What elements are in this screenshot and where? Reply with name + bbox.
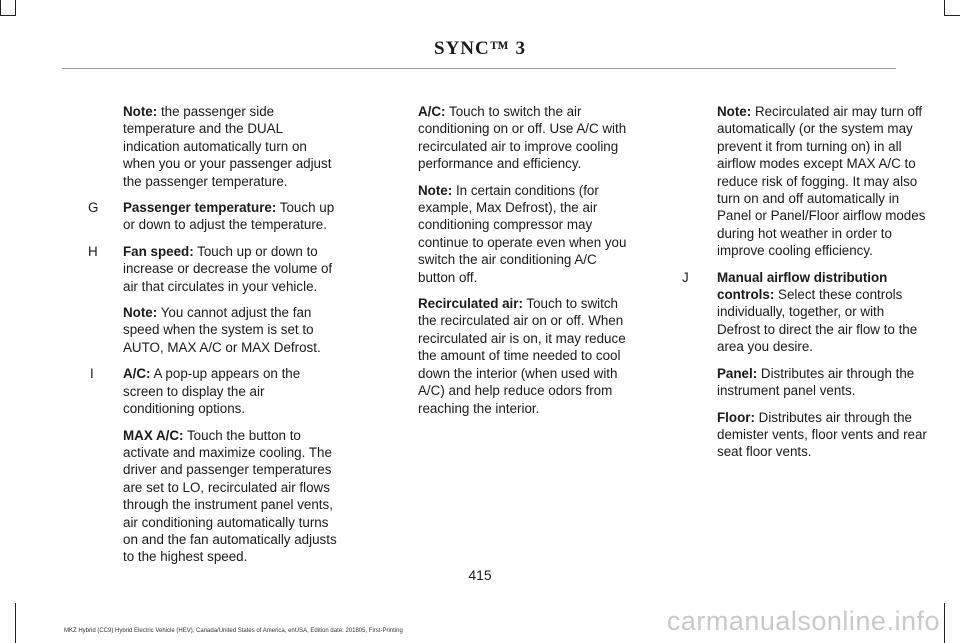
recirculated-air-description: Recirculated air: Touch to switch the recirculated air on or off. When recirculated air is on, it may reduce the amount of time needed to cool down the interior (when used with A/C) and help reduce odors from reaching the interior. <box>418 296 626 416</box>
panel-description: Panel: Distributes air through the instrument panel vents. <box>717 365 915 399</box>
column-1 <box>88 103 338 575</box>
note-passenger-dual: Note: the passenger side temperature and the DUAL indication automatically turn on when you or your passenger adjust the passenger temperature. <box>123 104 332 189</box>
note-recirculated-air: Note: Recirculated air may turn off automatically (or the system may prevent it from turning on) in all airflow modes except MAX A/C to reduce risk of fogging. It may also turn on and off automatically in Panel or Panel/Floor airflow modes during hot weather in order to improve cooling efficiency. <box>717 104 926 259</box>
floor-description: Floor: Distributes air through the demister vents, floor vents and rear seat floor vents. <box>717 409 927 460</box>
max-ac-description: MAX A/C: Touch the button to activate and maximize cooling. The driver and passenger temperatures are set to LO, recirculated air flows through the instrument panel vents, air conditioning automatically turns on and the fan automatically adjusts to the highest speed. <box>123 427 337 565</box>
crop-mark <box>15 603 16 643</box>
item-h: H Fan speed: Touch up or down to increase or decrease the volume of air that circulates in your vehicle. <box>88 243 333 294</box>
header-divider <box>62 68 896 69</box>
footer-text: MKZ Hybrid (CC9) Hybrid Electric Vehicle (HEV), Canada/United States of America, enUSA, Edition date: 201805, First-Printing <box>64 628 403 634</box>
note-fan-speed: Note: You cannot adjust the fan speed when the system is set to AUTO, MAX A/C or MAX Defrost. <box>123 305 321 355</box>
column-2 <box>418 103 632 426</box>
item-marker: H <box>88 243 98 259</box>
page-title: SYNC™ 3 <box>434 38 526 59</box>
page-number: 415 <box>468 567 492 583</box>
item-marker: J <box>682 269 689 285</box>
column-3 <box>682 103 928 470</box>
item-i: I A/C: A pop-up appears on the screen to display the air conditioning options. <box>90 366 301 417</box>
crop-mark <box>0 15 16 16</box>
crop-mark <box>0 0 1 16</box>
ac-description: A/C: Touch to switch the air conditioning on or off. Use A/C with recirculated air to improve cooling performance and efficiency. <box>418 104 627 172</box>
item-marker: I <box>90 366 94 382</box>
note-compressor: Note: In certain conditions (for example, Max Defrost), the air conditioning compressor may continue to operate even when you switch the air conditioning A/C button off. <box>418 182 627 285</box>
item-marker: G <box>88 200 99 216</box>
item-j: J Manual airflow distribution controls: Select these controls individually, together, or with Defrost to direct the air flow to the area you desire. <box>682 269 918 355</box>
crop-mark <box>944 0 945 16</box>
watermark: carmanualsonline.info <box>666 606 940 636</box>
crop-mark <box>944 603 945 643</box>
crop-mark <box>944 15 960 16</box>
crop-mark <box>15 0 16 16</box>
item-g: G Passenger temperature: Touch up or down to adjust the temperature. <box>88 200 335 233</box>
